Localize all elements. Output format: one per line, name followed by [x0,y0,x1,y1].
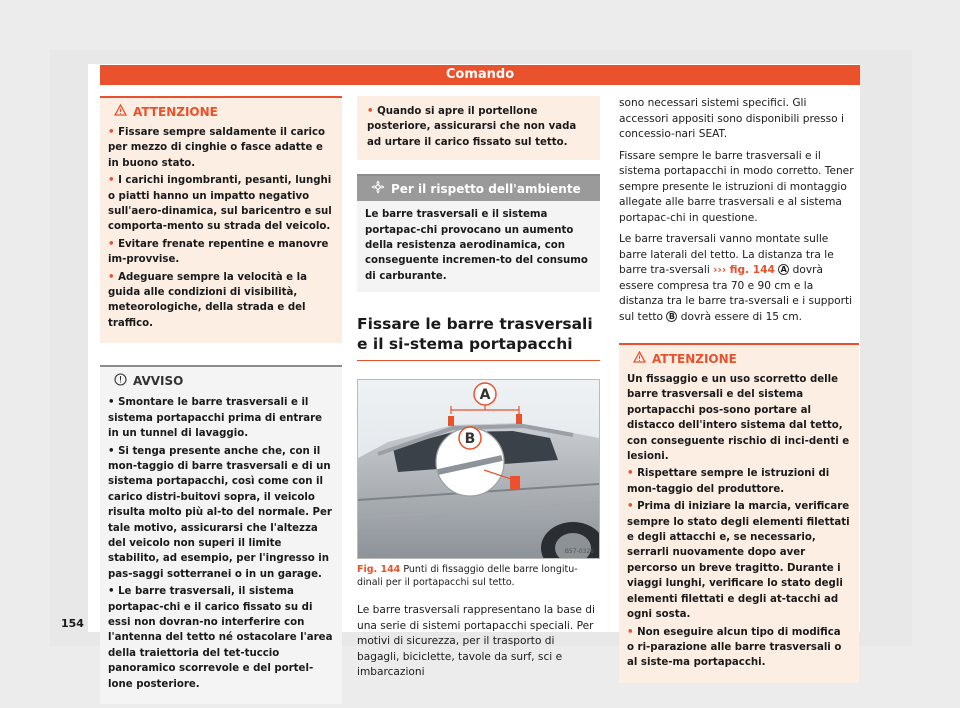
suv-roof-illustration [358,380,599,558]
notice-item: • Le barre trasversali, il sistema portapac-chi e il carico fissato su di essi non dovran-no interferire con l'antenna del tetto né ostacolare l'area della traiettoria del tet-tuccio panoramico scorrevole e del portel-lone posteriore. [108,586,333,690]
notice-item: • Si tenga presente anche che, con il mon-taggio di barre trasversali e di un sistema portapacchi, così come con il carico distri-buitovi sopra, il veicolo risulta molto più al-to del normale. Per tale motivo, assicurarsi che l'altezza del veicolo non superi il limite stabilito, ad esempio, per l'ingresso in pas-saggi sotterranei o in un garage. [108,445,332,580]
figure-caption: Fig. 144 Punti di fissaggio delle barre longitu-dinali per il portapacchi sul tetto. [357,564,578,589]
leaf-icon [371,180,385,197]
reference-badge-b: B [666,311,677,322]
warning-item: • Rispettare sempre le istruzioni di mon-taggio del produttore. [627,468,830,495]
notice-item: • Smontare le barre trasversali e il sistema portapacchi prima di entrare in un tunnel di lavaggio. [108,397,323,440]
warning-triangle-icon [114,104,127,119]
section-heading: Fissare le barre trasversali e il si-stema portapacchi [357,314,600,361]
warning-item: • Quando si apre il portellone posteriore, assicurarsi che non vada ad urtare il carico fissato sul tetto. [367,106,577,148]
body-paragraph: Fissare sempre le barre trasversali e il sistema portapacchi in modo corretto. Tener sempre presente le istruzioni di montaggio allegate alle barre trasversali e al sistema portapac-chi in questione. [619,149,854,224]
figure-label-b: B [464,431,476,448]
column-middle [357,96,600,681]
info-circle-icon [114,373,127,389]
warning-title: ATTENZIONE [627,351,851,366]
environment-box [357,174,600,292]
column-left [100,96,342,704]
warning-intro: Un fissaggio e un uso scorretto delle barre trasversali e del sistema portapacchi pos-sono portare al distacco dell'intero sistema dal tetto, con conseguente rischio di inci-denti e lesioni. [627,374,850,463]
body-paragraph: Le barre trasversali rappresentano la base di una serie di sistemi portapacchi speciali. Per motivi di sicurezza, per il trasporto di bagagli, biciclette, tavole da surf, sci e imbarcazioni [357,604,595,679]
environment-text: Le barre trasversali e il sistema portapac-chi provocano un aumento della resistenza aerodinamica, con conseguente incremen-to del consumo di carburante. [365,209,588,282]
notice-title: AVVISO [108,373,334,389]
page-number: 154 [61,617,84,630]
body-paragraph: Le barre traversali vanno montate sulle barre laterali del tetto. La distanza tra le barre tra-sversali ››› fig. 144 A dovrà essere compresa tra 70 e 90 cm e la distanza tra le barre tra-sversali e i supporti sul tetto B dovrà essere di 15 cm. [619,233,853,323]
warning-item: • Evitare frenate repentine e manovre im-provvise. [108,238,329,266]
warning-item: • Non eseguire alcun tipo di modifica o ri-parazione alle barre trasversali o al siste-ma portapacchi. [627,626,842,669]
warning-item: • Prima di iniziare la marcia, verificare sempre lo stato degli elementi filettati e degli attacchi e, se necessario, serrarli nuovamente dopo aver percorso un breve tragitto. Durante i viaggi lunghi, verificare lo stato degli elementi filettati e degli at-tacchi ad ogni sosta. [627,501,850,621]
section-header: Comando [100,65,860,85]
body-paragraph: sono necessari sistemi specifici. Gli accessori appositi sono disponibili presso i concessio-nari SEAT. [619,97,844,140]
figure-code: B57-0326 [564,548,594,556]
warning-box [619,343,859,683]
warning-box-continued [357,96,600,160]
warning-box [100,96,342,343]
warning-item: • I carichi ingombranti, pesanti, lunghi o piatti hanno un impatto negativo sull'aero-dinamica, sul baricentro e sul comporta-mento su strada del veicolo. [108,175,332,233]
warning-triangle-icon [633,351,646,366]
warning-item: • Adeguare sempre la velocità e la guida alle condizioni di visibilità, meteorologiche, della strada e del traffico. [108,271,308,329]
notice-box [100,365,342,704]
figure-label-a: A [479,387,491,404]
figure-reference-link[interactable]: fig. 144 [729,264,775,276]
environment-title: Per il rispetto dell'ambiente [357,176,600,201]
warning-title: ATTENZIONE [108,104,334,119]
reference-badge-a: A [778,264,789,275]
column-right [619,96,859,683]
figure-144 [357,379,600,559]
warning-item: • Fissare sempre saldamente il carico per mezzo di cinghie o fasce adatte e in buono stato. [108,127,326,169]
